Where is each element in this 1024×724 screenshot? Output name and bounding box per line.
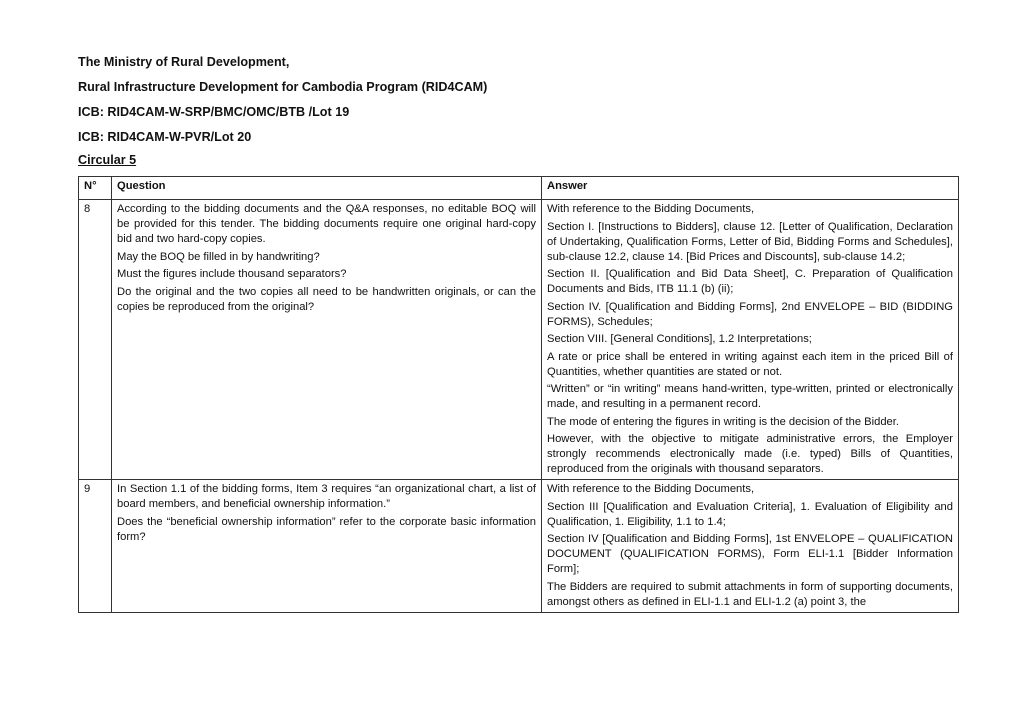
table-header-row (79, 177, 959, 200)
answer-paragraph: Section III [Qualification and Evaluation Criteria], 1. Evaluation of Eligibility and Qualification, 1. Eligibility, 1.1 to 1.4; (547, 500, 953, 528)
question-paragraph: May the BOQ be filled in by handwriting? (117, 250, 320, 263)
answer-paragraph: Section VIII. [General Conditions], 1.2 Interpretations; (547, 333, 812, 345)
answer-paragraph: Section I. [Instructions to Bidders], clause 12. [Letter of Qualification, Declaration of Undertaking, Qualification Forms, Letter of Bid, Bidding Forms and Schedules], sub-clause 12.2, clause 14. [Bid Prices and Discounts], sub-clause 14.2; (547, 220, 953, 263)
answer-paragraph: A rate or price shall be entered in writing against each item in the priced Bill of Quantities, whether quantities are stated or not. (547, 350, 953, 378)
icb-lot19-heading: ICB: RID4CAM-W-SRP/BMC/OMC/BTB /Lot 19 (78, 105, 350, 119)
answer-paragraph: With reference to the Bidding Documents, (547, 203, 755, 215)
question-cell (112, 200, 542, 480)
question-cell (112, 480, 542, 613)
question-paragraph: Must the figures include thousand separators? (117, 268, 347, 280)
row-number: 8 (79, 200, 112, 480)
question-paragraph: Does the “beneficial ownership information” refer to the corporate basic information form? (117, 515, 536, 543)
qa-table (78, 176, 959, 613)
answer-paragraph: With reference to the Bidding Documents, (547, 483, 755, 495)
question-paragraph: According to the bidding documents and the Q&A responses, no editable BOQ will be provided for this tender. The bidding documents require one original hard-copy bid and two hard-copy copies. (117, 203, 536, 245)
answer-paragraph: Section IV. [Qualification and Bidding Forms], 2nd ENVELOPE – BID (BIDDING FORMS), Schedules; (547, 300, 953, 328)
answer-paragraph: Section IV [Qualification and Bidding Forms], 1st ENVELOPE – QUALIFICATION DOCUMENT (QUALIFICATION FORMS), Form ELI-1.1 [Bidder Information Form]; (547, 533, 953, 575)
program-heading: Rural Infrastructure Development for Cambodia Program (RID4CAM) (78, 80, 488, 94)
ministry-heading: The Ministry of Rural Development, (78, 55, 290, 69)
row-number: 9 (79, 480, 112, 613)
answer-cell (542, 200, 959, 480)
question-paragraph: In Section 1.1 of the bidding forms, Item 3 requires “an organizational chart, a list of board members, and beneficial ownership information.” (117, 483, 536, 510)
table-row (79, 200, 959, 480)
answer-paragraph: The mode of entering the figures in writing is the decision of the Bidder. (547, 415, 899, 428)
column-header-question: Question (112, 177, 542, 200)
column-header-number: N° (79, 177, 112, 200)
answer-paragraph: “Written” or “in writing” means hand-written, type-written, printed or electronically made, and resulting in a permanent record. (547, 383, 953, 410)
icb-lot20-heading: ICB: RID4CAM-W-PVR/Lot 20 (78, 130, 252, 144)
answer-paragraph: Section II. [Qualification and Bid Data Sheet], C. Preparation of Qualification Documents and Bids, ITB 11.1 (b) (ii); (547, 268, 953, 295)
question-paragraph: Do the original and the two copies all need to be handwritten originals, or can the copies be reproduced from the original? (117, 285, 536, 313)
column-header-answer: Answer (542, 177, 959, 200)
answer-paragraph: However, with the objective to mitigate administrative errors, the Employer strongly recommends electronically made (i.e. typed) Bills of Quantities, reproduced from the originals with thousand separators. (547, 433, 953, 475)
circular-title: Circular 5 (78, 153, 137, 167)
answer-cell (542, 480, 959, 613)
answer-paragraph: The Bidders are required to submit attachments in form of supporting documents, amongst others as defined in ELI-1.1 and ELI-1.2 (a) point 3, the (547, 580, 953, 608)
table-row (79, 480, 959, 613)
